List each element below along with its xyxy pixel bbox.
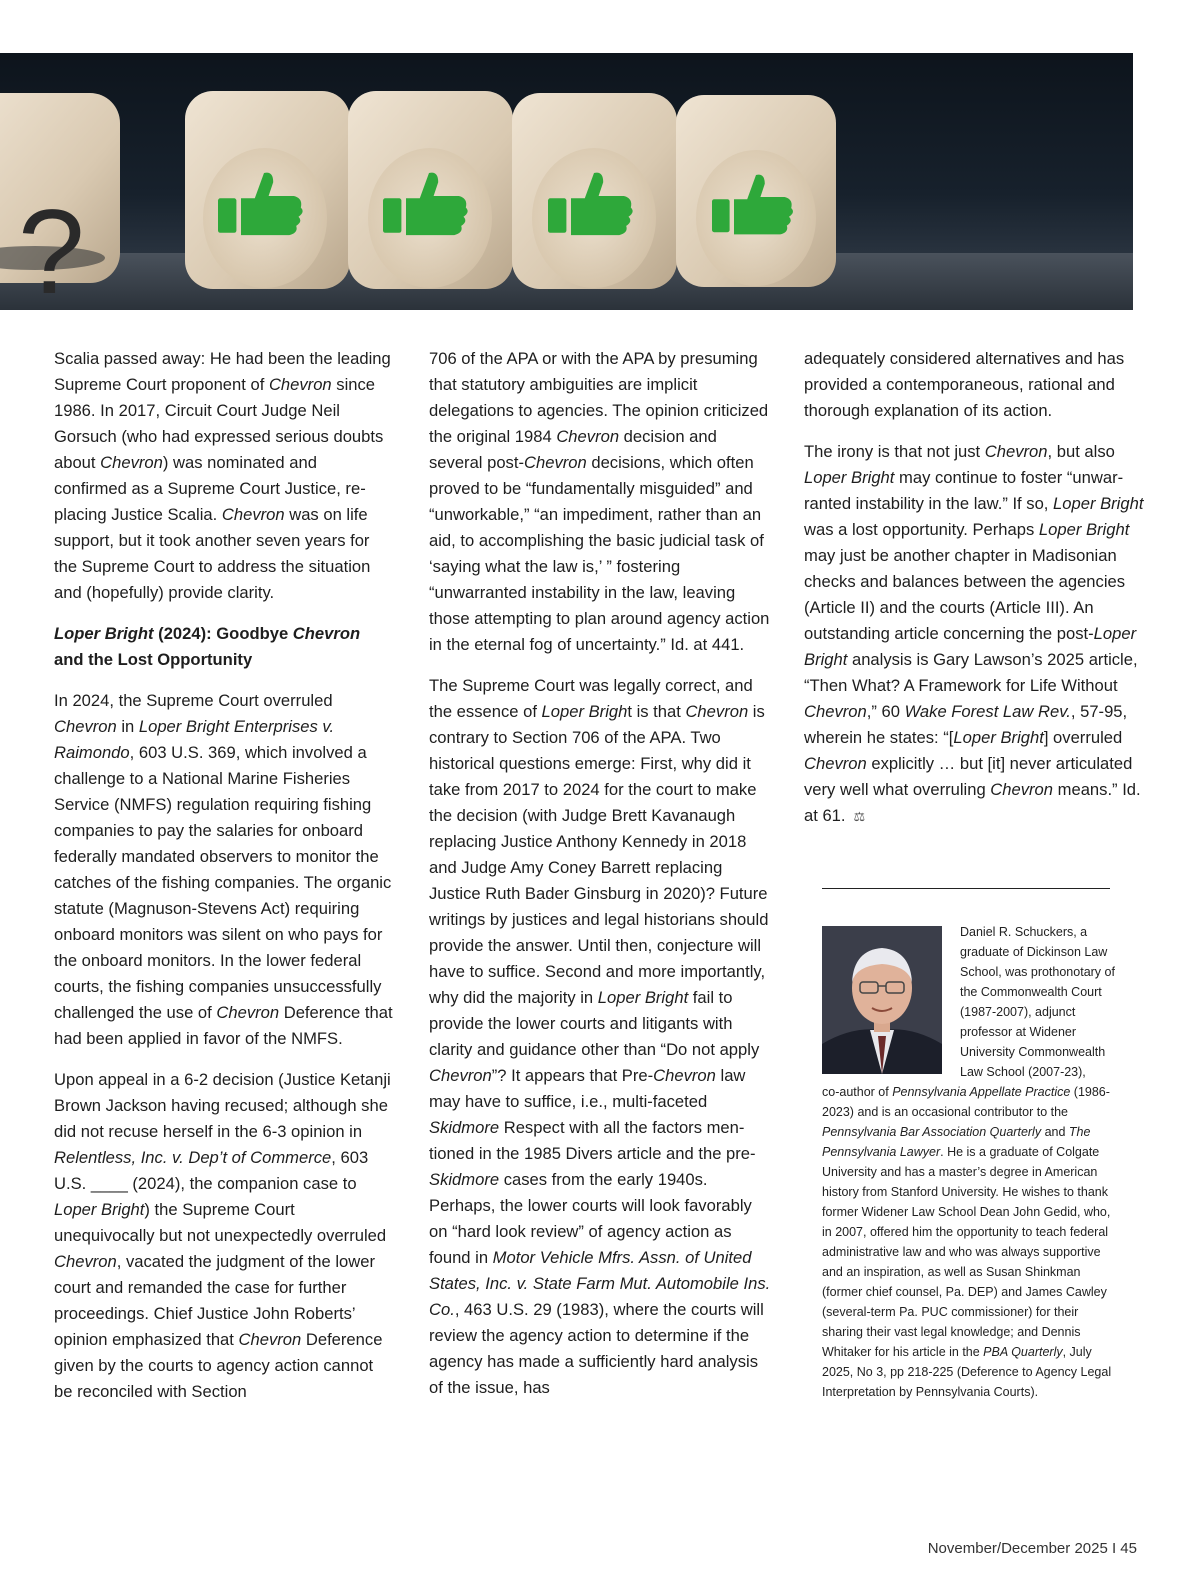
thumbs-up-cube xyxy=(512,93,677,289)
section-heading: Loper Bright (2024): Goodbye Chevron and the Lost Opportunity xyxy=(54,624,361,669)
author-bio: Daniel R. Schuckers, a graduate of Dickinson Law School, was prothonotary of the Commonwealth Court (1987-2007), adjunct professor at Widener University Commonwealth Law School (2007-23), co-author of Pennsylvania Appellate Practice (1986-2023) and is an occasional contributor to the Pennsylvania Bar Association Quarterly and The Pennsylvania Lawyer. He is a graduate of Colgate University and has a master’s degree in American history from Stanford University. He wishes to thank former Widener Law School Dean John Gedid, who, in 2007, offered him the opportunity to teach federal administrative law and who was always supportive and an inspiration, as well as Susan Shinkman (former chief counsel, Pa. DEP) and James Cawley (several-term Pa. PUC commissioner) for their sharing their vast legal knowledge; and Dennis Whitaker for his article in the PBA Quarterly, July 2025, No 3, pp 218-225 (Deference to Agency Legal Interpretation by Pennsylvania Courts). xyxy=(822,925,1115,1399)
question-mark-icon: ? xyxy=(18,185,85,310)
question-cube xyxy=(0,93,120,310)
divider xyxy=(822,888,1110,889)
column-2 xyxy=(429,346,774,1416)
column-1 xyxy=(54,346,394,1420)
column-3 xyxy=(804,346,1144,845)
paragraph: Scalia passed away: He had been the leading Supreme Court proponent of Chevron since 1986. In 2017, Circuit Court Judge Neil Gorsuch (who had expressed serious doubts about Chevron) was nominated and confirmed as a Supreme Court Justice, replacing Justice Scalia. Chevron was on life support, but it took another seven years for the Supreme Court to address the situation and (hopefully) provide clarity. xyxy=(54,349,391,602)
paragraph: Upon appeal in a 6-2 decision (Justice Ketanji Brown Jackson having recused; although she did not recuse herself in the 6-3 opinion in Relentless, Inc. v. Dep’t of Commerce, 603 U.S. ____ (2024), the companion case to Loper Bright) the Supreme Court unequivocally but not unexpectedly overruled Chevron, vacated the judgment of the lower court and remanded the case for further proceedings. Chief Justice John Roberts’ opinion emphasized that Chevron Deference given by the courts to agency action cannot be reconciled with Section xyxy=(54,1070,391,1401)
paragraph: The irony is that not just Chevron, but also Loper Bright may continue to foster “unwarranted instability in the law.” If so, Loper Bright was a lost opportunity. Perhaps Loper Bright may just be another chapter in Madisonian checks and balances between the agencies (Article II) and the courts (Article III). An outstanding article concerning the post-Loper Bright analysis is Gary Lawson’s 2025 article, “Then What? A Framework for Life Without Chevron,” 60 Wake Forest Law Rev., 57-95, wherein he states: “[Loper Bright] overruled Chevron explicitly … but [it] never articulated very well what overruling Chevron means.” Id. at 61. ⚖ xyxy=(804,442,1144,825)
thumbs-up-cube xyxy=(185,91,350,289)
paragraph: In 2024, the Supreme Court overruled Chevron in Loper Bright Enterprises v. Raimondo, 603 U.S. 369, which involved a challenge to a National Marine Fisheries Service (NMFS) regulation requiring fishing companies to pay the salaries for onboard federally mandated observers to monitor the catches of the fishing companies. The organic statute (Magnuson-Stevens Act) requiring onboard monitors was silent on who pays for the onboard monitors. In the lower federal courts, the fishing companies unsuccessfully challenged the use of Chevron Deference that had been applied in favor of the NMFS. xyxy=(54,691,393,1048)
paragraph: 706 of the APA or with the APA by presuming that statutory ambiguities are implicit delegations to agencies. The opinion criticized the original 1984 Chevron decision and several post-Chevron decisions, which often proved to be “fundamentally misguided” and “unworkable,” “an impediment, rather than an aid, to accomplishing the basic judicial task of ‘saying what the law is,’ ” fostering “unwarranted instability in the law, leaving those attempting to plan around agency action in the eternal fog of uncertainty.” Id. at 441. xyxy=(429,349,770,654)
page-footer: November/December 2025 I 45 xyxy=(927,1540,1137,1557)
paragraph: The Supreme Court was legally correct, and the essence of Loper Bright is that Chevron is contrary to Section 706 of the APA. Two historical questions emerge: First, why did it take from 2017 to 2024 for the court to make the decision (with Judge Brett Kavanaugh replacing Justice Anthony Kennedy in 2018 and Judge Amy Coney Barrett replacing Justice Ruth Bader Ginsburg in 2020)? Future writings by justices and legal historians should provide the answer. Until then, conjecture will have to suffice. Second and more importantly, why did the majority in Loper Bright fail to provide the lower courts and litigants with clarity and guidance other than “Do not apply Chevron”? It appears that Pre-Chevron law may have to suffice, i.e., multi-faceted Skidmore Respect with all the factors mentioned in the 1985 Divers article and the pre-Skidmore cases from the early 1940s. Perhaps, the lower courts will look favorably on “hard look review” of agency action as found in Motor Vehicle Mfrs. Assn. of United States, Inc. v. State Farm Mut. Automobile Ins. Co., 463 U.S. 29 (1983), where the courts will review the agency action to determine if the agency has made a sufficiently hard analysis of the issue, has xyxy=(429,676,771,1397)
thumbs-up-cube xyxy=(348,91,513,289)
header-image xyxy=(0,53,1133,310)
scales-icon: ⚖ xyxy=(853,809,866,824)
paragraph: adequately considered alternatives and has provided a contemporaneous, rational and thorough explanation of its action. xyxy=(804,349,1125,420)
thumbs-up-cube xyxy=(676,95,836,287)
